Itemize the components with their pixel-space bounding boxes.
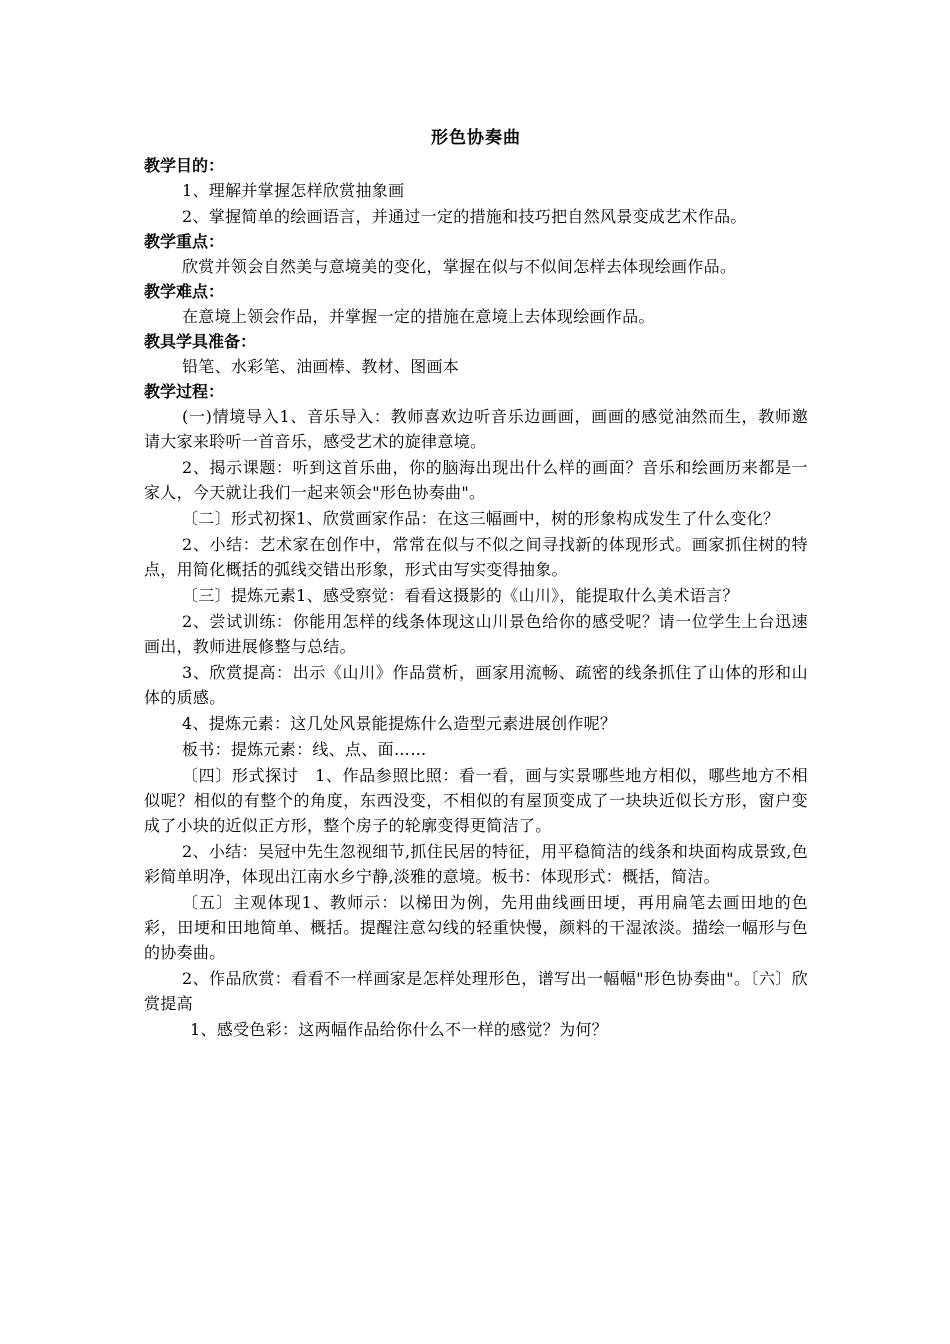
process-paragraph: 2、尝试训练：你能用怎样的线条体现这山川景色给你的感受呢？请一位学生上台迅速画出，教师进展修整与总结。 [144, 612, 808, 656]
process-paragraph: 2、作品欣赏：看看不一样画家是怎样处理形色，谱写出一幅幅"形色协奏曲"。〔六〕欣赏提高 [144, 969, 808, 1013]
process-paragraph: 板书：提炼元素：线、点、面…… [182, 740, 427, 759]
materials-text: 铅笔、水彩笔、油画棒、教材、图画本 [182, 357, 460, 376]
goal-item: 1、理解并掌握怎样欣赏抽象画 [182, 181, 405, 200]
process-paragraph: 〔三〕提炼元素1、感受察觉：看看这摄影的《山川》，能提取什么美术语言？ [182, 586, 739, 605]
materials-heading: 教具学具准备： [144, 332, 257, 351]
process-paragraph: 3、欣赏提高：出示《山川》作品赏析，画家用流畅、疏密的线条抓住了山体的形和山体的质感。 [144, 663, 808, 707]
process-paragraph: 1、感受色彩：这两幅作品给你什么不一样的感觉？为何？ [190, 1020, 608, 1039]
section-process [144, 380, 808, 1042]
process-paragraph: 〔五〕主观体现1、教师示：以梯田为例，先用曲线画田埂，再用扁笔去画田地的色彩，田埂和田地简单、概括。提醒注意勾线的轻重快慢，颜料的干湿浓淡。描绘一幅形与色的协奏曲。 [144, 893, 808, 962]
document-page [144, 120, 808, 1043]
process-paragraph: 2、揭示课题：听到这首乐曲，你的脑海出现出什么样的画面？音乐和绘画历来都是一家人，今天就让我们一起来领会"形色协奏曲"。 [144, 458, 808, 502]
difficulties-text: 在意境上领会作品，并掌握一定的措施在意境上去体现绘画作品。 [182, 307, 655, 326]
key-points-heading: 教学重点： [144, 232, 225, 251]
section-materials [144, 330, 808, 379]
process-paragraph: 2、小结：艺术家在创作中，常常在似与不似之间寻找新的体现形式。画家抓住树的特点，用简化概括的弧线交错出形象，形式由写实变得抽象。 [144, 535, 808, 579]
process-heading: 教学过程： [144, 382, 225, 401]
section-key-points [144, 230, 808, 279]
process-paragraph: 〔二〕形式初探1、欣赏画家作品：在这三幅画中，树的形象构成发生了什么变化？ [182, 509, 780, 528]
section-difficulties [144, 280, 808, 329]
process-paragraph: 4、提炼元素：这几处风景能提炼什么造型元素进展创作呢？ [182, 714, 617, 733]
document-title: 形色协奏曲 [431, 128, 521, 148]
process-paragraph: 2、小结：吴冠中先生忽视细节,抓住民居的特征，用平稳简洁的线条和块面构成景致,色彩简单明净，体现出江南水乡宁静,淡雅的意境。板书：体现形式：概括，简洁。 [144, 842, 808, 886]
process-paragraph: (一)情境导入1、音乐导入：教师喜欢边听音乐边画画，画画的感觉油然而生，教师邀请大家来聆听一首音乐，感受艺术的旋律意境。 [144, 407, 808, 451]
goal-item: 2、掌握简单的绘画语言，并通过一定的措施和技巧把自然风景变成艺术作品。 [182, 207, 747, 226]
goals-heading: 教学目的： [144, 156, 225, 175]
key-points-text: 欣赏并领会自然美与意境美的变化，掌握在似与不似间怎样去体现绘画作品。 [182, 257, 737, 276]
process-paragraph: 〔四〕形式探讨 1、作品参照比照：看一看，画与实景哪些地方相似，哪些地方不相似呢？相似的有整个的角度，东西没变，不相似的有屋顶变成了一块块近似长方形，窗户变成了小块的近似正方形，整个房子的轮廓变得更简洁了。 [144, 766, 808, 835]
section-goals [144, 154, 808, 229]
difficulties-heading: 教学难点： [144, 282, 225, 301]
